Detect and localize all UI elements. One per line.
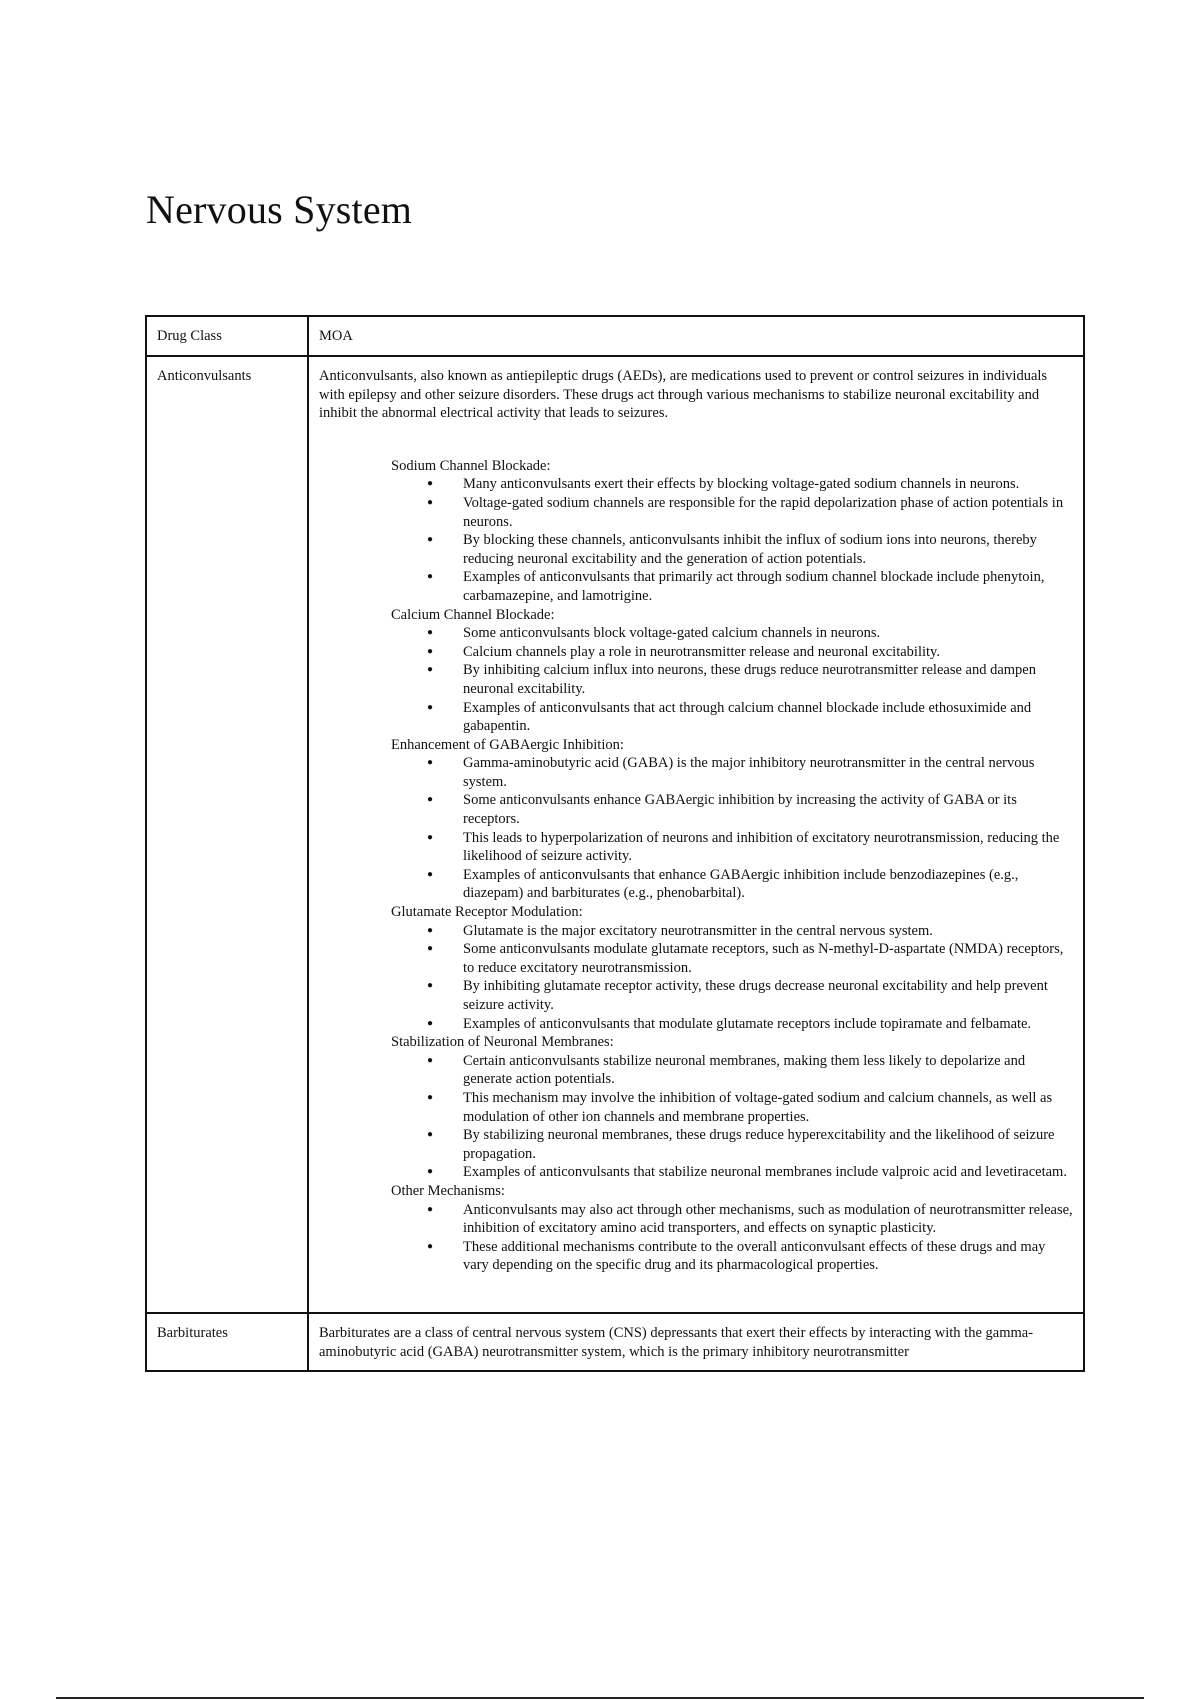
mechanism-section: [391, 903, 1074, 1033]
list-item: ● By blocking these channels, anticonvulsants inhibit the influx of sodium ions into neurons, thereby reducing neuronal excitability and the generation of action potentials.: [391, 531, 1074, 568]
mechanism-title: Calcium Channel Blockade:: [391, 606, 555, 623]
list-item: ● By stabilizing neuronal membranes, these drugs reduce hyperexcitability and the likelihood of seizure propagation.: [391, 1126, 1074, 1163]
list-item: ● These additional mechanisms contribute to the overall anticonvulsant effects of these drugs and may vary depending on the specific drug and its pharmacological properties.: [391, 1238, 1074, 1275]
list-item: ● Examples of anticonvulsants that stabilize neuronal membranes include valproic acid and levetiracetam.: [391, 1163, 1074, 1182]
mechanism-list: [319, 457, 1074, 1275]
table-header-row: [146, 316, 1084, 356]
mechanism-section: [391, 1033, 1074, 1182]
header-moa: MOA: [308, 316, 1084, 356]
bullet-list: [391, 475, 1074, 605]
list-item: ● Gamma-aminobutyric acid (GABA) is the major inhibitory neurotransmitter in the central nervous system.: [391, 754, 1074, 791]
list-item: ● Anticonvulsants may also act through other mechanisms, such as modulation of neurotransmitter release, inhibition of excitatory amino acid transporters, and effects on synaptic plasticity.: [391, 1201, 1074, 1238]
moa-text: Barbiturates are a class of central nervous system (CNS) depressants that exert their effects by interacting with the gamma-aminobutyric acid (GABA) neurotransmitter system, which is the primary inhibitory neurotransmitter: [319, 1324, 1034, 1360]
list-item: ● This mechanism may involve the inhibition of voltage-gated sodium and calcium channels, as well as modulation of other ion channels and membrane properties.: [391, 1089, 1074, 1126]
bullet-list: [391, 754, 1074, 903]
mechanism-section: [391, 1182, 1074, 1275]
list-item: ● Examples of anticonvulsants that enhance GABAergic inhibition include benzodiazepines (e.g., diazepam) and barbiturates (e.g., phenobarbital).: [391, 866, 1074, 903]
list-item: ● Some anticonvulsants block voltage-gated calcium channels in neurons.: [391, 624, 1074, 643]
list-item: ● Some anticonvulsants enhance GABAergic inhibition by increasing the activity of GABA or its receptors.: [391, 791, 1074, 828]
list-item: ● Many anticonvulsants exert their effects by blocking voltage-gated sodium channels in neurons.: [391, 475, 1074, 494]
drug-moa-table: [145, 315, 1085, 1372]
mechanism-title: Stabilization of Neuronal Membranes:: [391, 1034, 614, 1051]
list-item: ● Calcium channels play a role in neurotransmitter release and neuronal excitability.: [391, 643, 1074, 662]
bullet-list: [391, 1052, 1074, 1182]
mechanism-section: [391, 736, 1074, 903]
mechanism-section: [391, 457, 1074, 606]
footer-divider: [56, 1697, 1144, 1699]
list-item: ● Certain anticonvulsants stabilize neuronal membranes, making them less likely to depolarize and generate action potentials.: [391, 1052, 1074, 1089]
moa-intro: Anticonvulsants, also known as antiepileptic drugs (AEDs), are medications used to prevent or control seizures in individuals with epilepsy and other seizure disorders. These drugs act through various mechanisms to stabilize neuronal excitability and inhibit the abnormal electrical activity that leads to seizures.: [319, 368, 1048, 422]
mechanism-title: Glutamate Receptor Modulation:: [391, 904, 583, 921]
mechanism-title: Enhancement of GABAergic Inhibition:: [391, 736, 624, 753]
mechanism-title: Other Mechanisms:: [391, 1182, 505, 1199]
list-item: ● Examples of anticonvulsants that act through calcium channel blockade include ethosuximide and gabapentin.: [391, 699, 1074, 736]
page-title: Nervous System: [146, 187, 413, 232]
table-row: [146, 1313, 1084, 1371]
list-item: ● By inhibiting glutamate receptor activity, these drugs decrease neuronal excitability and help prevent seizure activity.: [391, 977, 1074, 1014]
list-item: ● By inhibiting calcium influx into neurons, these drugs reduce neurotransmitter release and dampen neuronal excitability.: [391, 661, 1074, 698]
mechanism-section: [391, 606, 1074, 736]
drug-class-cell: Anticonvulsants: [146, 356, 308, 1313]
bullet-list: [391, 624, 1074, 736]
list-item: ● Voltage-gated sodium channels are responsible for the rapid depolarization phase of action potentials in neurons.: [391, 494, 1074, 531]
header-drug-class: Drug Class: [146, 316, 308, 356]
list-item: ● This leads to hyperpolarization of neurons and inhibition of excitatory neurotransmission, reducing the likelihood of seizure activity.: [391, 829, 1074, 866]
table-row: [146, 356, 1084, 1313]
list-item: ● Examples of anticonvulsants that primarily act through sodium channel blockade include phenytoin, carbamazepine, and lamotrigine.: [391, 568, 1074, 605]
list-item: ● Some anticonvulsants modulate glutamate receptors, such as N-methyl-D-aspartate (NMDA) receptors, to reduce excitatory neurotransmission.: [391, 940, 1074, 977]
mechanism-title: Sodium Channel Blockade:: [391, 457, 551, 474]
bullet-list: [391, 1201, 1074, 1275]
list-item: ● Glutamate is the major excitatory neurotransmitter in the central nervous system.: [391, 922, 1074, 941]
bullet-list: [391, 922, 1074, 1034]
moa-cell: [308, 356, 1084, 1313]
drug-class-cell: Barbiturates: [146, 1313, 308, 1371]
moa-cell: [308, 1313, 1084, 1371]
list-item: ● Examples of anticonvulsants that modulate glutamate receptors include topiramate and felbamate.: [391, 1015, 1074, 1034]
